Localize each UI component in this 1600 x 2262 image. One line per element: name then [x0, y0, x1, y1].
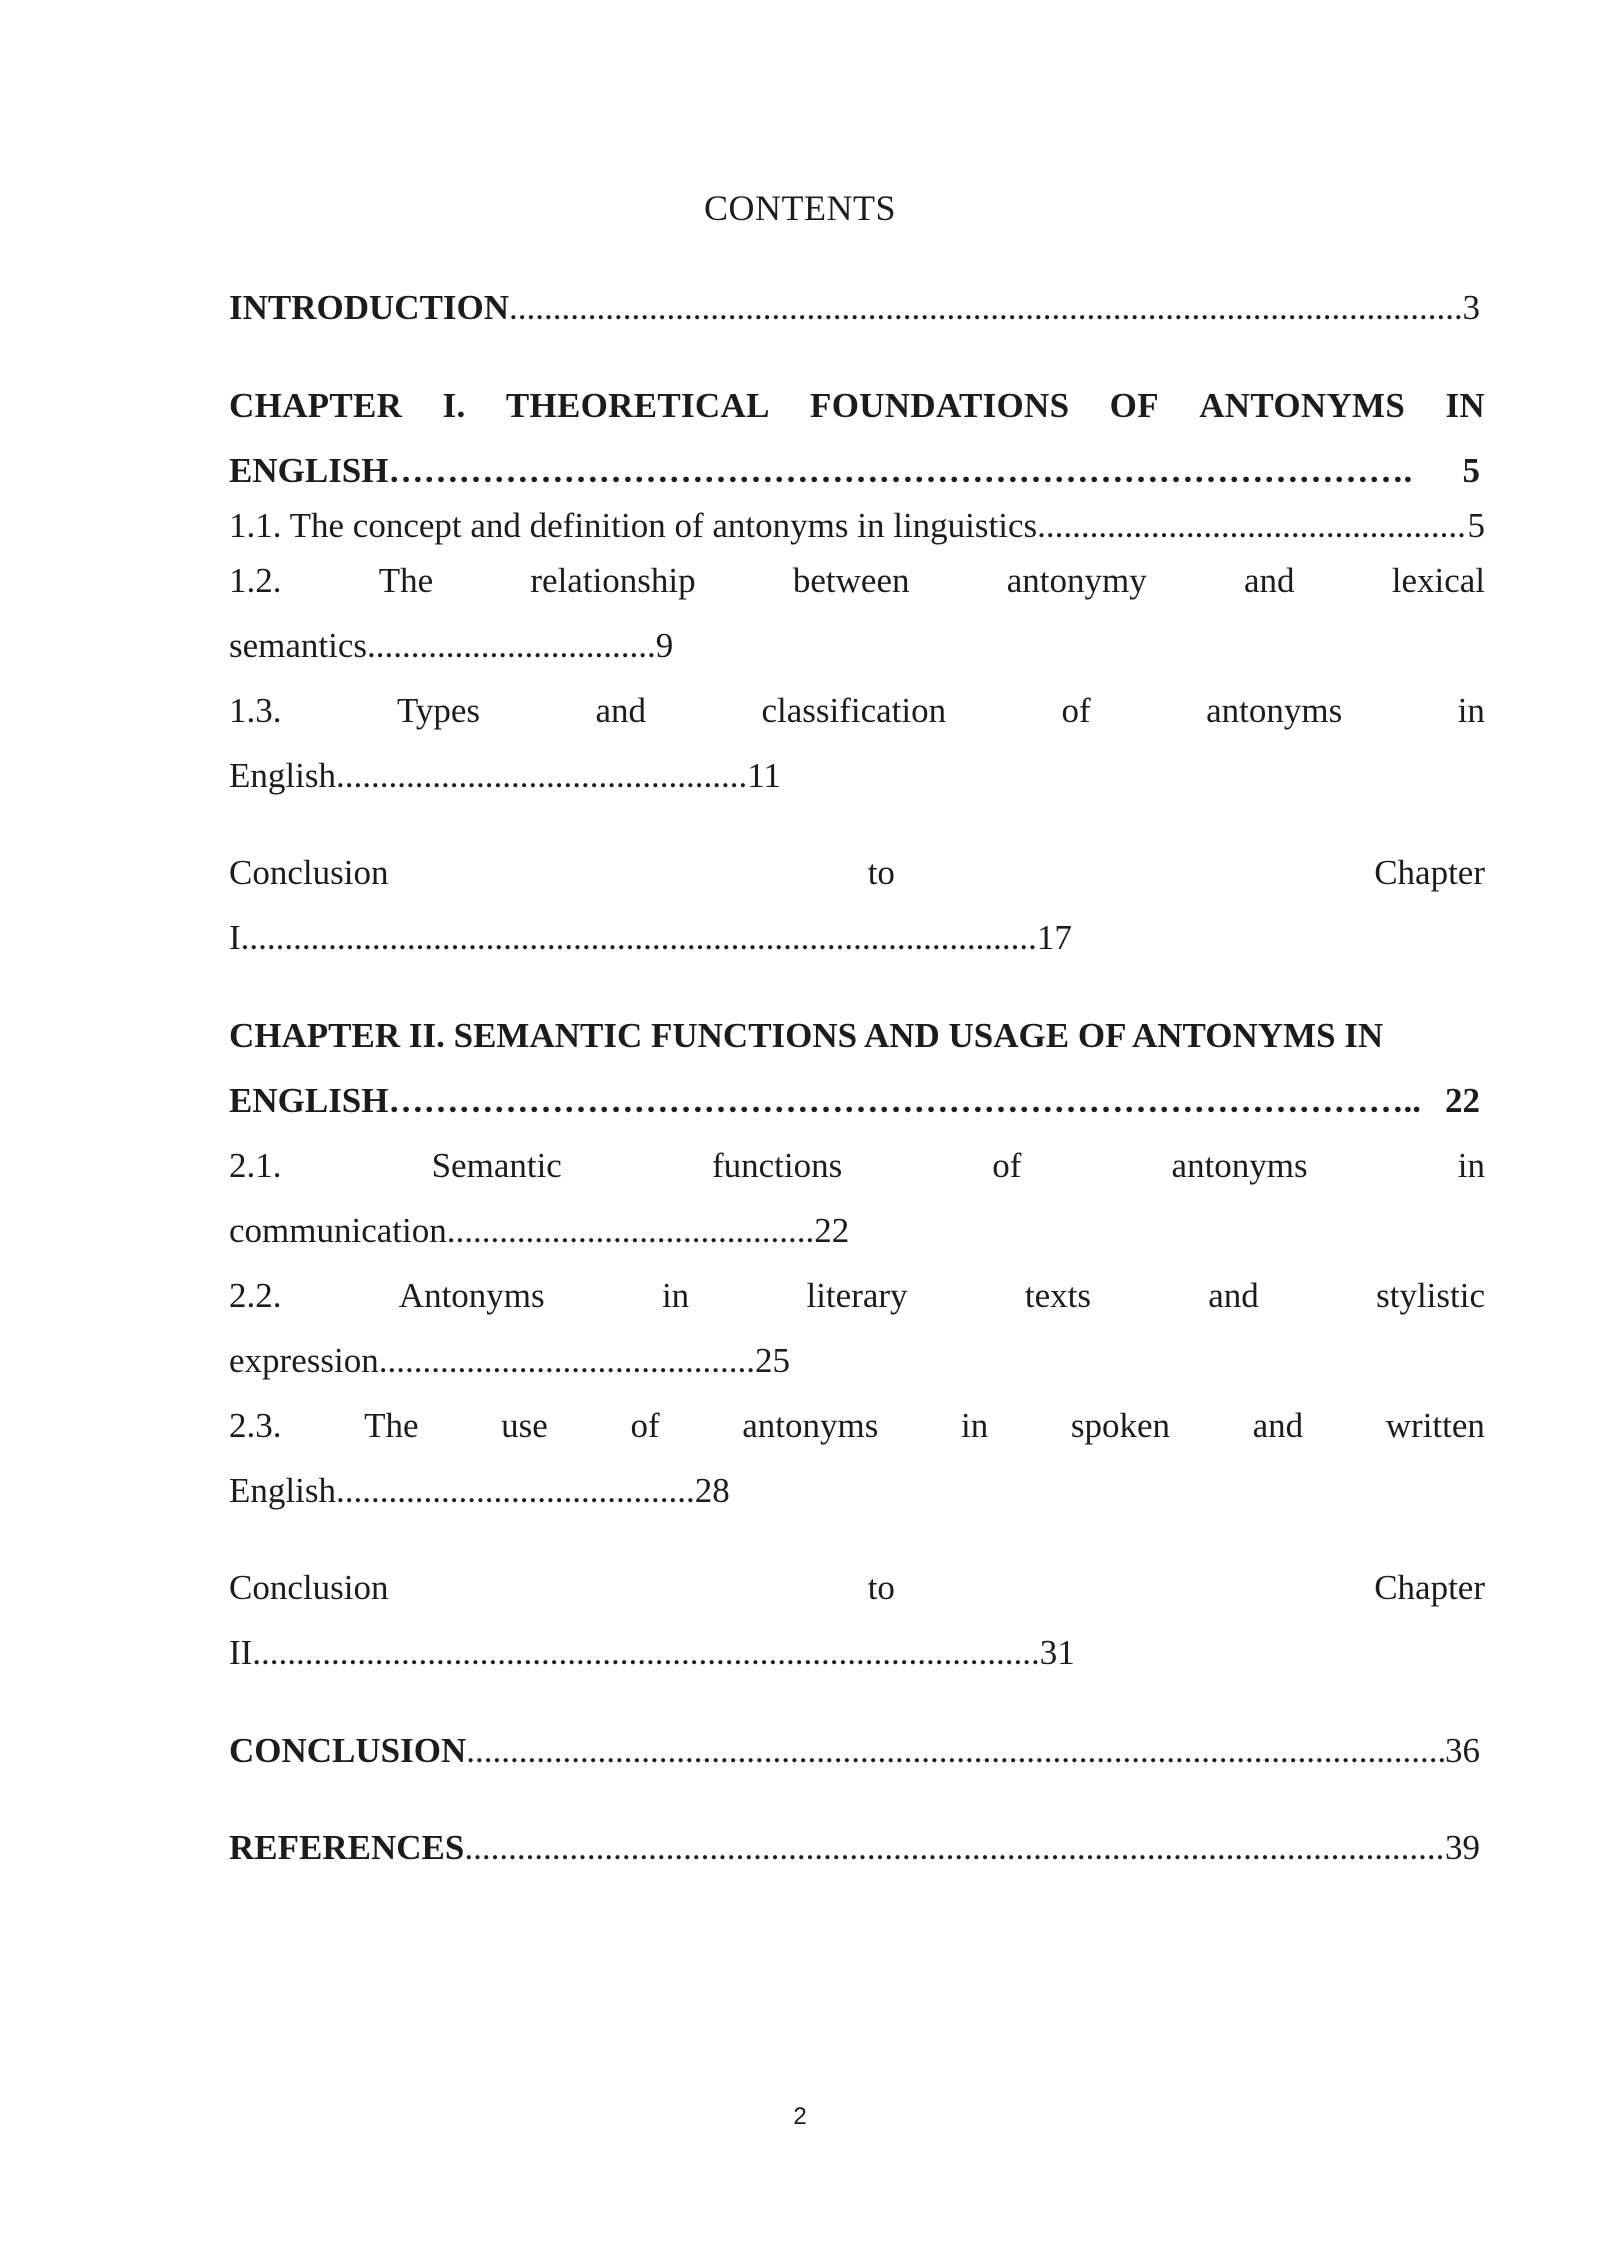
word: in [1457, 1146, 1485, 1185]
page-title: CONTENTS [704, 188, 896, 228]
word: texts [1024, 1276, 1091, 1315]
toc-entry-2-2[interactable] [229, 1263, 1485, 1393]
word: relationship [530, 561, 696, 600]
toc-entry-chapter-1[interactable] [229, 373, 1485, 503]
word: Antonyms [398, 1276, 545, 1315]
toc-heading-line-2 [229, 1068, 1485, 1133]
toc-entry-conclusion-chapter-2[interactable] [229, 1555, 1485, 1685]
word: literary [806, 1276, 908, 1315]
word: between [792, 561, 910, 600]
toc-page-number: 3 [1462, 288, 1480, 327]
word: antonyms [1206, 691, 1343, 730]
toc-line-1 [229, 1393, 1485, 1458]
word: antonymy [1006, 561, 1147, 600]
toc-entry-conclusion[interactable] [229, 1718, 1485, 1783]
dot-leader [466, 1718, 1445, 1783]
toc-entry-introduction[interactable] [229, 275, 1485, 340]
word: in [960, 1406, 989, 1445]
word: of [630, 1406, 660, 1445]
toc-entry-2-1[interactable] [229, 1133, 1485, 1263]
word: and [595, 691, 647, 730]
word: 1.2. [229, 561, 282, 600]
word: lexical [1391, 561, 1485, 600]
toc-page-number: 39 [1445, 1828, 1480, 1867]
word: Semantic [431, 1146, 562, 1185]
word: Conclusion [229, 853, 389, 892]
word: I. [442, 386, 466, 425]
toc-entry-conclusion-chapter-1[interactable] [229, 840, 1485, 970]
toc-entry-1-2[interactable] [229, 548, 1485, 678]
toc-line-2: I...........................................................................................17 [229, 918, 1072, 957]
toc-line-2: English...............................................11 [229, 756, 781, 795]
word: Types [396, 691, 481, 730]
word: ANTONYMS [1199, 386, 1406, 425]
toc-page-number: 36 [1445, 1731, 1480, 1770]
toc-line-2: English.........................................28 [229, 1471, 730, 1510]
word: The [378, 561, 434, 600]
word: written [1385, 1406, 1485, 1445]
word: of [1061, 691, 1091, 730]
dot-leader [464, 1815, 1445, 1880]
word: 1.3. [229, 691, 282, 730]
toc-line-1 [229, 678, 1485, 743]
toc-line-2: II..........................................................................................31 [229, 1633, 1075, 1672]
toc-line-1 [229, 840, 1485, 905]
word: antonyms [742, 1406, 879, 1445]
word: to [867, 1568, 895, 1607]
toc-entry-1-3[interactable] [229, 678, 1485, 808]
toc-label: ENGLISH [229, 1081, 389, 1120]
toc-page-number: 5 [1462, 451, 1480, 490]
word: functions [711, 1146, 843, 1185]
word: use [501, 1406, 548, 1445]
toc-entry-1-1[interactable] [229, 503, 1485, 548]
toc-line-1 [229, 1555, 1485, 1620]
word: 2.3. [229, 1406, 282, 1445]
word: to [867, 853, 895, 892]
word: classification [761, 691, 947, 730]
toc-label: INTRODUCTION [229, 288, 510, 327]
word: The [364, 1406, 419, 1445]
toc-page-number: 22 [1445, 1081, 1480, 1120]
toc-entry-2-3[interactable] [229, 1393, 1485, 1523]
word: of [992, 1146, 1022, 1185]
dot-leader [1037, 503, 1467, 548]
word: Chapter [1374, 853, 1485, 892]
toc-line-2: expression...........................................25 [229, 1341, 790, 1380]
word: 2.2. [229, 1276, 282, 1315]
toc-label: ENGLISH [229, 451, 389, 490]
toc-label: CONCLUSION [229, 1731, 467, 1770]
word: 2.1. [229, 1146, 282, 1185]
toc-heading-line-1 [229, 373, 1485, 438]
toc-page-number: 5 [1467, 506, 1485, 545]
dot-leader [509, 275, 1462, 340]
toc-heading-line-1: CHAPTER II. SEMANTIC FUNCTIONS AND USAGE OF ANTONYMS IN [229, 1016, 1384, 1055]
word: in [661, 1276, 690, 1315]
toc-line-2: communication..........................................22 [229, 1211, 850, 1250]
toc-entry-references[interactable] [229, 1815, 1485, 1880]
word: Conclusion [229, 1568, 389, 1607]
word: IN [1445, 386, 1485, 425]
word: and [1243, 561, 1295, 600]
dot-leader: …………………………………………………………………………….. [388, 1081, 1421, 1120]
word: antonyms [1171, 1146, 1308, 1185]
word: OF [1109, 386, 1159, 425]
toc-line-2: semantics.................................9 [229, 626, 674, 665]
dot-leader: ……………………………………………………………………………. [388, 451, 1413, 490]
word: FOUNDATIONS [810, 386, 1070, 425]
word: and [1252, 1406, 1304, 1445]
toc-line-1 [229, 1133, 1485, 1198]
toc-entry-chapter-2[interactable] [229, 1003, 1485, 1133]
toc-heading-line-2 [229, 438, 1485, 503]
page-number: 2 [793, 2103, 807, 2130]
toc-label: 1.1. The concept and definition of antonyms in linguistics [229, 506, 1038, 545]
word: stylistic [1376, 1276, 1485, 1315]
toc-label: REFERENCES [229, 1828, 465, 1867]
word: THEORETICAL [505, 386, 770, 425]
word: in [1457, 691, 1485, 730]
toc-line-1 [229, 1263, 1485, 1328]
word: spoken [1070, 1406, 1170, 1445]
word: and [1208, 1276, 1259, 1315]
toc-line-1 [229, 548, 1485, 613]
word: Chapter [1374, 1568, 1485, 1607]
table-of-contents [229, 275, 1485, 1880]
word: CHAPTER [229, 386, 403, 425]
